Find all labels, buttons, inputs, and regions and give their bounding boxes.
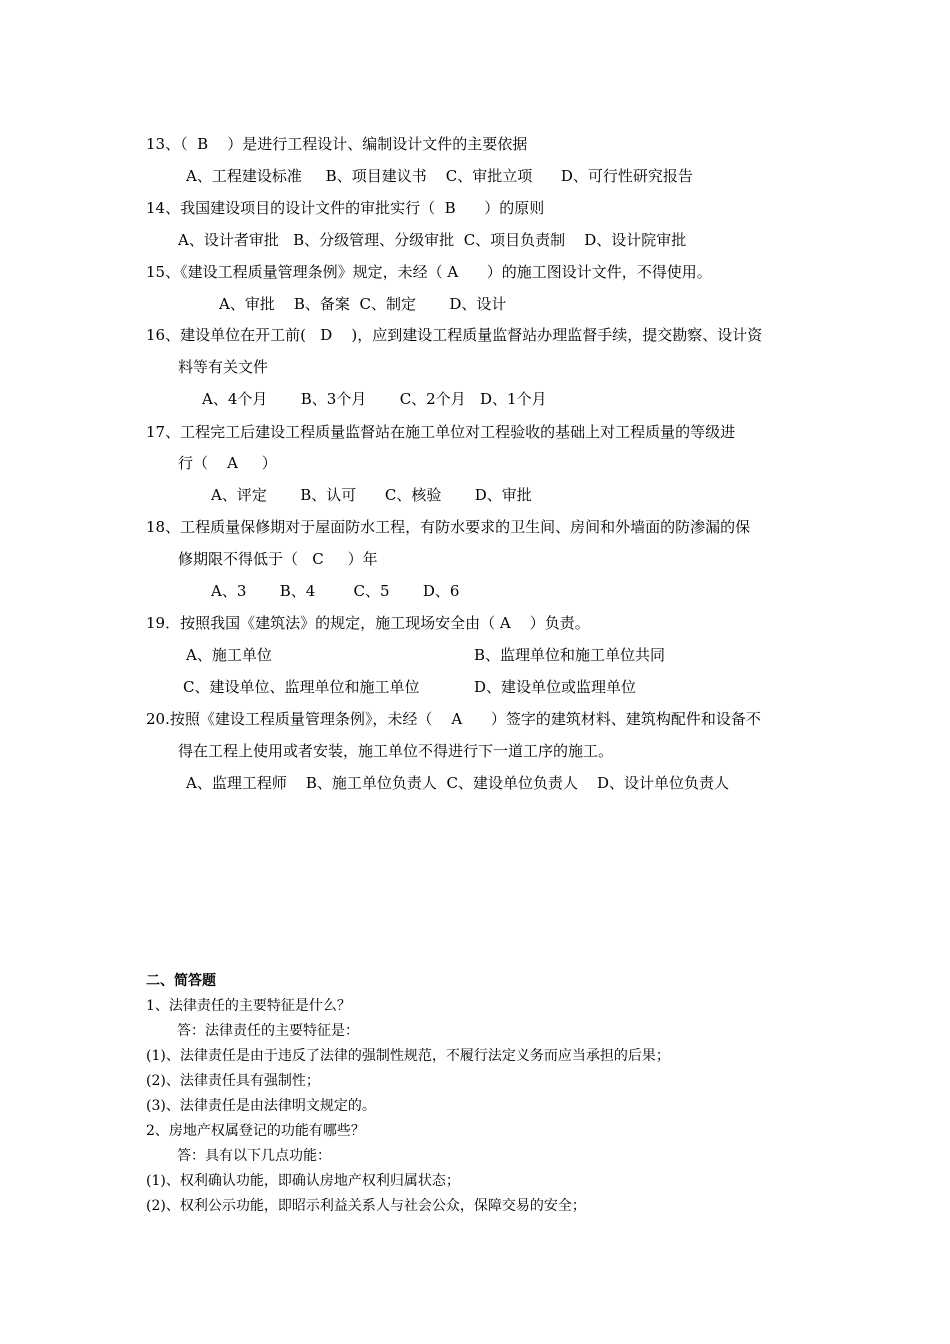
question-14-options: A、设计者审批 B、分级管理、分级审批 C、项目负责制 D、设计院审批	[178, 231, 687, 249]
question-20-options: A、监理工程师 B、施工单位负责人 C、建设单位负责人 D、设计单位负责人	[186, 774, 730, 792]
question-13-text: 13、（ B ）是进行工程设计、编制设计文件的主要依据	[146, 135, 528, 153]
question-19-text: 19．按照我国《建筑法》的规定，施工现场安全由（ A ）负责。	[146, 614, 590, 632]
short-answer-2-point-2: (2)、权利公示功能，即昭示利益关系人与社会公众，保障交易的安全；	[146, 1198, 586, 1214]
question-20-text-line2: 得在工程上使用或者安装，施工单位不得进行下一道工序的施工。	[178, 742, 614, 760]
question-20-text-line1: 20.按照《建设工程质量管理条例》，未经（ A ）签字的建筑材料、建筑构配件和设备不	[146, 710, 761, 728]
short-answer-1-point-2: (2)、法律责任具有强制性；	[146, 1073, 320, 1089]
question-17-text-line2: 行（ A ）	[178, 454, 277, 472]
question-19-option-b: B、监理单位和施工单位共同	[474, 646, 666, 664]
question-17-text-line1: 17、工程完工后建设工程质量监督站在施工单位对工程验收的基础上对工程质量的等级进	[146, 423, 736, 441]
question-17-options: A、评定 B、认可 C、核验 D、审批	[211, 486, 532, 504]
short-answer-1-point-1: (1)、法律责任是由于违反了法律的强制性规范，不履行法定义务而应当承担的后果；	[146, 1048, 670, 1064]
question-14-text: 14、我国建设项目的设计文件的审批实行（ B ）的原则	[146, 199, 545, 217]
question-18-text-line1: 18、工程质量保修期对于屋面防水工程，有防水要求的卫生间、房间和外墙面的防渗漏的保	[146, 518, 751, 536]
short-answer-2-answer-intro: 答：具有以下几点功能：	[177, 1148, 331, 1164]
question-16-text-line2: 料等有关文件	[178, 358, 269, 376]
question-16-options: A、4个月 B、3个月 C、2个月 D、1个月	[202, 390, 547, 408]
question-16-text-line1: 16、建设单位在开工前( D )，应到建设工程质量监督站办理监督手续，提交勘察、设计资	[146, 326, 763, 344]
short-answer-1-answer-intro: 答：法律责任的主要特征是：	[177, 1023, 359, 1039]
question-13-options: A、工程建设标准 B、项目建议书 C、审批立项 D、可行性研究报告	[186, 167, 693, 185]
short-answer-2-point-1: (1)、权利确认功能，即确认房地产权利归属状态；	[146, 1173, 460, 1189]
short-answer-2-question: 2、房地产权属登记的功能有哪些？	[146, 1123, 365, 1139]
question-15-options: A、审批 B、备案 C、制定 D、设计	[219, 295, 507, 313]
question-18-text-line2: 修期限不得低于（ C ）年	[178, 550, 378, 568]
section-2-title: 二、简答题	[146, 973, 216, 989]
short-answer-1-question: 1、法律责任的主要特征是什么？	[146, 998, 351, 1014]
question-19-option-c: C、建设单位、监理单位和施工单位	[183, 678, 420, 696]
question-19-option-d: D、建设单位或监理单位	[474, 678, 637, 696]
question-19-option-a: A、施工单位	[186, 646, 272, 664]
question-18-options: A、3 B、4 C、5 D、6	[211, 582, 460, 600]
short-answer-1-point-3: (3)、法律责任是由法律明文规定的。	[146, 1098, 376, 1114]
question-15-text: 15、《建设工程质量管理条例》规定，未经（ A ）的施工图设计文件，不得使用。	[146, 263, 712, 281]
